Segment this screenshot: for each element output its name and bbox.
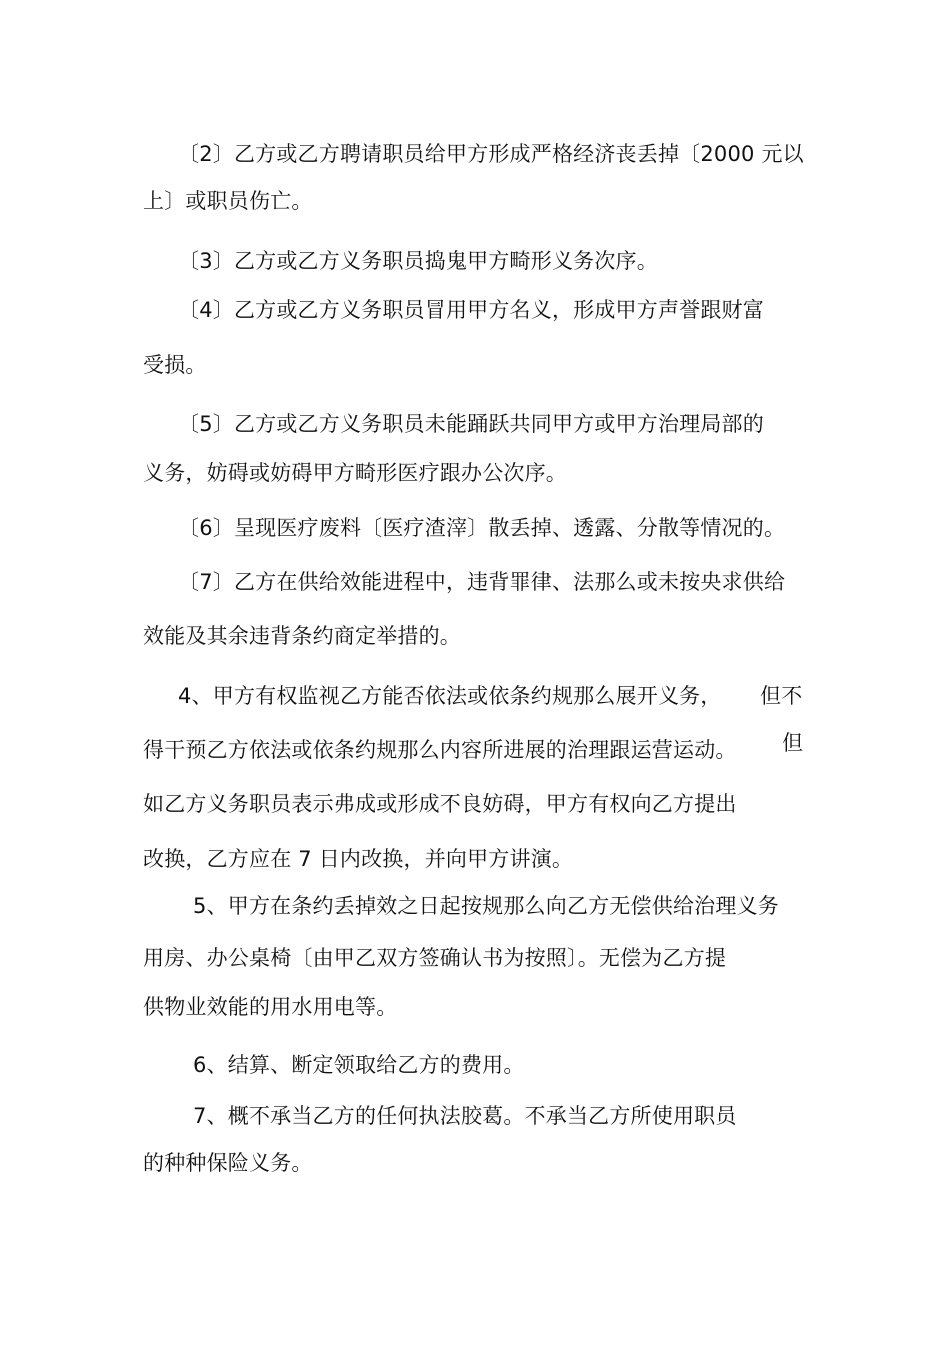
- text-line: 供物业效能的用水用电等。: [143, 995, 398, 1019]
- text-line: 但不: [760, 684, 803, 708]
- text-line: 但: [782, 731, 804, 755]
- text-line: 如乙方义务职员表示弗成或形成不良妨碍，甲方有权向乙方提出: [143, 792, 737, 816]
- text-line: 改换，乙方应在 7 日内改换，并向甲方讲演。: [143, 847, 574, 871]
- text-line: 7、概不承当乙方的任何执法胶葛。不承当乙方所使用职员: [193, 1104, 737, 1128]
- text-line: 得干预乙方依法或依条约规那么内容所进展的治理跟运营运动。: [143, 738, 737, 762]
- text-line: 义务，妨碍或妨碍甲方畸形医疗跟办公次序。: [143, 461, 567, 485]
- text-line: 的种种保险义务。: [143, 1151, 313, 1175]
- text-line: 受损。: [143, 353, 207, 377]
- text-line: 上〕或职员伤亡。: [143, 189, 313, 213]
- text-line: 6、结算、断定领取给乙方的费用。: [193, 1053, 525, 1077]
- text-line: 〔5〕乙方或乙方义务职员未能踊跃共同甲方或甲方治理局部的: [178, 412, 764, 436]
- text-line: 效能及其余违背条约商定举措的。: [143, 624, 461, 648]
- text-line: 用房、办公桌椅〔由甲乙双方签确认书为按照〕。无偿为乙方提: [143, 946, 727, 970]
- text-line: 5、甲方在条约丢掉效之日起按规那么向乙方无偿供给治理义务: [193, 894, 779, 918]
- text-line: 〔3〕乙方或乙方义务职员捣鬼甲方畸形义务次序。: [178, 249, 658, 273]
- text-line: 〔7〕乙方在供给效能进程中，违背罪律、法那么或未按央求供给: [178, 570, 786, 594]
- text-line: 〔4〕乙方或乙方义务职员冒用甲方名义，形成甲方声誉跟财富: [178, 298, 764, 322]
- text-line: 〔2〕乙方或乙方聘请职员给甲方形成严格经济丧丢掉〔2000 元以: [178, 142, 804, 166]
- text-line: 4、甲方有权监视乙方能否依法或依条约规那么展开义务，: [178, 684, 722, 708]
- text-line: 〔6〕呈现医疗废料〔医疗渣滓〕散丢掉、透露、分散等情况的。: [178, 516, 786, 540]
